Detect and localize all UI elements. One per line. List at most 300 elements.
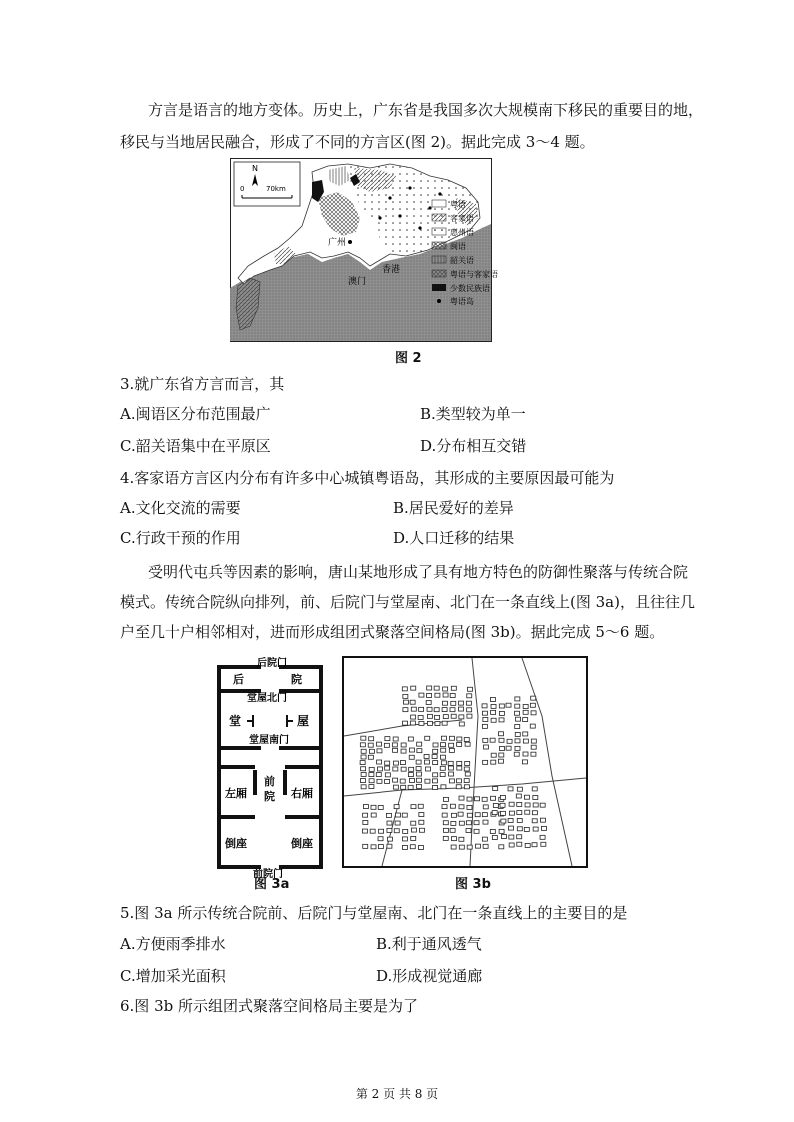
house: [417, 742, 422, 746]
house: [360, 779, 365, 783]
legend-yue: 粤语: [450, 200, 466, 209]
house: [402, 813, 407, 817]
house: [378, 805, 383, 809]
intro2-line-2: 模式。传统合院纵向排列，前、后院门与堂屋南、北门在一条直线上(图 3a)，且往往几: [120, 593, 695, 611]
house: [393, 737, 398, 741]
house: [517, 842, 522, 846]
house: [533, 795, 538, 799]
house: [369, 749, 374, 753]
house: [467, 797, 472, 801]
house: [506, 746, 511, 750]
page-footer: 第 2 页 共 8 页: [355, 1087, 439, 1101]
house: [490, 829, 495, 833]
house: [482, 813, 487, 817]
house: [491, 710, 496, 714]
house: [411, 821, 416, 825]
house: [493, 787, 498, 791]
house: [515, 739, 520, 743]
label-hall-2: 屋: [297, 714, 310, 728]
house: [416, 760, 421, 764]
house: [464, 767, 469, 771]
house: [385, 766, 390, 770]
house: [409, 755, 414, 759]
house: [491, 760, 496, 764]
legend-yue-hakka: 粤语与客家语: [450, 270, 498, 279]
house: [451, 821, 456, 825]
house: [394, 829, 399, 833]
house: [459, 701, 464, 705]
house: [419, 820, 424, 824]
house: [377, 760, 382, 764]
house: [419, 828, 424, 832]
house: [411, 715, 416, 719]
q4-option-d: D.人口迁移的结果: [393, 529, 515, 547]
house: [515, 732, 520, 736]
house: [408, 785, 413, 789]
house: [451, 686, 456, 690]
house: [402, 837, 407, 841]
house: [387, 821, 392, 825]
house: [411, 707, 416, 711]
house: [524, 827, 529, 831]
house: [483, 738, 488, 742]
house: [459, 715, 464, 719]
house: [492, 835, 497, 839]
house: [459, 845, 464, 849]
q5-option-b: B.利于通风透气: [376, 935, 482, 953]
house: [385, 779, 390, 783]
house: [441, 748, 446, 752]
house: [433, 761, 438, 765]
house: [491, 718, 496, 722]
house: [363, 820, 368, 824]
house: [499, 829, 504, 833]
house: [411, 828, 416, 832]
house: [507, 739, 512, 743]
house: [474, 821, 479, 825]
label-front-yard-1: 前: [264, 775, 275, 788]
house: [408, 773, 413, 777]
house: [441, 761, 446, 765]
q3-option-c: C.韶关语集中在平原区: [120, 437, 271, 455]
house: [432, 755, 437, 759]
house: [360, 761, 365, 765]
house: [368, 743, 373, 747]
house: [459, 805, 464, 809]
house: [483, 805, 488, 809]
house: [509, 811, 514, 815]
house: [515, 697, 520, 701]
house: [530, 703, 535, 707]
house: [466, 829, 471, 833]
house: [427, 693, 432, 697]
legend-minority: 少数民族语: [450, 284, 490, 293]
house: [379, 829, 384, 833]
house: [451, 714, 456, 718]
house: [492, 811, 497, 815]
house: [410, 721, 415, 725]
q4-stem: 4.客家语方言区内分布有许多中心城镇粤语岛，其形成的主要原因最可能为: [120, 469, 615, 487]
house: [387, 828, 392, 832]
house: [433, 785, 438, 789]
house: [443, 828, 448, 832]
house: [540, 835, 545, 839]
house: [500, 803, 505, 807]
house: [525, 810, 530, 814]
house: [363, 844, 368, 848]
house: [377, 742, 382, 746]
house: [361, 749, 366, 753]
house: [387, 844, 392, 848]
house: [385, 773, 390, 777]
house: [393, 778, 398, 782]
house: [435, 715, 440, 719]
house: [369, 779, 374, 783]
house: [483, 745, 488, 749]
house: [443, 821, 448, 825]
label-back-yard-1: 后: [233, 673, 244, 686]
house: [508, 787, 513, 791]
house: [433, 749, 438, 753]
house: [465, 761, 470, 765]
house: [467, 845, 472, 849]
figure-2-caption: 图 2: [395, 351, 422, 366]
house: [401, 785, 406, 789]
house: [450, 708, 455, 712]
house: [532, 787, 537, 791]
house: [370, 829, 375, 833]
house: [541, 842, 546, 846]
house: [450, 693, 455, 697]
house: [368, 755, 373, 759]
house: [403, 721, 408, 725]
house: [493, 803, 498, 807]
house: [416, 778, 421, 782]
house: [371, 805, 376, 809]
house: [523, 718, 528, 722]
house: [442, 721, 447, 725]
house: [467, 805, 472, 809]
label-dao-zuo-left: 倒座: [225, 837, 247, 850]
q4-option-a: A.文化交流的需要: [120, 499, 241, 517]
house: [532, 811, 537, 815]
house: [514, 752, 519, 756]
house: [498, 759, 503, 763]
house: [517, 811, 522, 815]
house: [403, 829, 408, 833]
house: [401, 743, 406, 747]
house: [442, 805, 447, 809]
house: [501, 819, 506, 823]
house: [458, 707, 463, 711]
house: [409, 767, 414, 771]
house: [482, 704, 487, 708]
house: [541, 826, 546, 830]
house: [403, 700, 408, 704]
intro-line-1: 方言是语言的地方变体。历史上，广东省是我国多次大规模南下移民的重要目的地，: [148, 101, 704, 119]
house: [369, 785, 374, 789]
label-hall-1: 堂: [229, 714, 242, 728]
house: [531, 752, 536, 756]
house: [467, 694, 472, 698]
house: [475, 797, 480, 801]
q5-option-d: D.形成视觉通廊: [376, 967, 483, 985]
house: [482, 724, 487, 728]
house: [457, 737, 462, 741]
house: [499, 738, 504, 742]
house: [360, 743, 365, 747]
house: [531, 696, 536, 700]
house: [450, 804, 455, 808]
house: [442, 708, 447, 712]
house: [363, 813, 368, 817]
house: [449, 743, 454, 747]
house: [362, 829, 367, 833]
house: [523, 710, 528, 714]
q5-stem: 5.图 3a 所示传统合院前、后院门与堂屋南、北门在一条直线上的主要目的是: [120, 904, 628, 922]
house: [443, 797, 448, 801]
house: [410, 700, 415, 704]
house: [369, 767, 374, 771]
guangzhou-label: 广州: [328, 238, 347, 248]
intro-line-2: 移民与当地居民融合，形成了不同的方言区(图 2)。据此完成 3～4 题。: [120, 133, 595, 151]
house: [459, 837, 464, 841]
house: [427, 707, 432, 711]
label-left-wing: 左厢: [225, 787, 247, 800]
house: [525, 843, 530, 847]
house: [395, 813, 400, 817]
figure-3b-caption: 图 3b: [455, 877, 491, 892]
house: [440, 773, 445, 777]
house: [467, 687, 472, 691]
house: [376, 773, 381, 777]
house: [540, 803, 545, 807]
house: [475, 844, 480, 848]
house: [377, 749, 382, 753]
house: [443, 687, 448, 691]
house: [448, 766, 453, 770]
house: [411, 836, 416, 840]
house: [442, 701, 447, 705]
house: [393, 767, 398, 771]
figure-3a-caption: 图 3a: [254, 877, 290, 892]
house: [509, 843, 514, 847]
house: [361, 772, 366, 776]
house: [482, 797, 487, 801]
house: [514, 711, 519, 715]
house: [530, 724, 535, 728]
q5-option-a: A.方便雨季排水: [120, 935, 226, 953]
house: [435, 722, 440, 726]
house: [457, 761, 462, 765]
house: [451, 813, 456, 817]
house: [386, 813, 391, 817]
house: [411, 805, 416, 809]
house: [499, 753, 504, 757]
scale-label: 70km: [266, 185, 286, 193]
house: [425, 736, 430, 740]
house: [515, 725, 520, 729]
house: [517, 802, 522, 806]
house: [467, 714, 472, 718]
house: [482, 837, 487, 841]
house: [483, 844, 488, 848]
house: [402, 687, 407, 691]
house: [456, 785, 461, 789]
house: [464, 737, 469, 741]
house: [440, 755, 445, 759]
house: [378, 837, 383, 841]
house: [441, 736, 446, 740]
q3-stem: 3.就广东省方言而言，其: [120, 375, 285, 393]
label-back-yard-2: 院: [291, 673, 302, 686]
figure-2-map: [230, 158, 498, 342]
house: [533, 803, 538, 807]
house: [483, 760, 488, 764]
house: [440, 766, 445, 770]
label-front-gate: 前院门: [253, 869, 283, 880]
house: [515, 704, 520, 708]
house: [393, 761, 398, 765]
legend-yue-island: 粤语岛: [450, 297, 474, 306]
q3-option-b: B.类型较为单一: [420, 405, 526, 423]
house: [409, 778, 414, 782]
house: [499, 845, 504, 849]
house: [522, 760, 527, 764]
house: [517, 787, 522, 791]
house: [491, 753, 496, 757]
label-right-wing: 右厢: [291, 787, 313, 800]
house: [416, 767, 421, 771]
house: [508, 818, 513, 822]
house: [418, 804, 423, 808]
house: [435, 693, 440, 697]
house: [427, 686, 432, 690]
house: [411, 686, 416, 690]
house: [419, 693, 424, 697]
house: [516, 794, 521, 798]
house: [408, 737, 413, 741]
house: [482, 711, 487, 715]
q4-option-b: B.居民爱好的差异: [393, 499, 514, 517]
house: [384, 743, 389, 747]
house: [499, 711, 504, 715]
house: [417, 749, 422, 753]
label-back-gate: 后院门: [257, 658, 287, 669]
house: [425, 779, 430, 783]
house: [393, 785, 398, 789]
house: [424, 760, 429, 764]
house: [523, 704, 528, 708]
house: [361, 736, 366, 740]
label-dao-zuo-right: 倒座: [291, 837, 313, 850]
house: [361, 767, 366, 771]
house: [425, 767, 430, 771]
house: [517, 835, 522, 839]
house: [392, 743, 397, 747]
figure-3a-courtyard-plan: [205, 655, 335, 887]
house: [457, 742, 462, 746]
house: [395, 821, 400, 825]
house: [427, 714, 432, 718]
house: [443, 836, 448, 840]
house: [531, 739, 536, 743]
q3-option-d: D.分布相互交错: [420, 437, 527, 455]
q4-option-c: C.行政干预的作用: [120, 529, 241, 547]
legend-min: 闽语: [450, 242, 466, 251]
house: [532, 843, 537, 847]
intro2-line-1: 受明代屯兵等因素的影响，唐山某地形成了具有地方特色的防御性聚落与传统合院: [148, 563, 689, 581]
house: [393, 748, 398, 752]
house: [394, 805, 399, 809]
q3-option-a: A.闽语区分布范围最广: [120, 405, 271, 423]
house: [450, 828, 455, 832]
house: [525, 803, 530, 807]
house: [361, 785, 366, 789]
house: [409, 748, 414, 752]
house: [465, 742, 470, 746]
house: [416, 772, 421, 776]
house: [508, 826, 513, 830]
q6-stem: 6.图 3b 所示组团式聚落空间格局主要是为了: [120, 997, 418, 1015]
house: [464, 785, 469, 789]
house: [419, 813, 424, 817]
house: [474, 829, 479, 833]
house: [385, 737, 390, 741]
house: [467, 813, 472, 817]
legend-hakka: 客家语: [450, 214, 474, 223]
house: [451, 845, 456, 849]
house: [440, 743, 445, 747]
house: [500, 811, 505, 815]
house: [532, 819, 537, 823]
house: [449, 748, 454, 752]
house: [491, 704, 496, 708]
house: [424, 754, 429, 758]
house: [531, 711, 536, 715]
house: [363, 805, 368, 809]
house: [419, 721, 424, 725]
legend-huizhou: 惠州语: [450, 228, 474, 237]
house: [385, 761, 390, 765]
house: [433, 773, 438, 777]
label-hall-north-door: 堂屋北门: [247, 693, 287, 704]
house: [483, 820, 488, 824]
house: [459, 821, 464, 825]
hongkong-label: 香港: [382, 265, 401, 275]
house: [506, 703, 511, 707]
house: [403, 694, 408, 698]
house: [491, 796, 496, 800]
house: [369, 737, 374, 741]
house: [441, 785, 446, 789]
house: [418, 715, 423, 719]
house: [418, 845, 423, 849]
map-inset: [234, 162, 300, 206]
house: [442, 813, 447, 817]
house: [490, 738, 495, 742]
house: [400, 761, 405, 765]
house: [449, 779, 454, 783]
house: [499, 718, 504, 722]
house: [371, 845, 376, 849]
house: [451, 837, 456, 841]
house: [499, 704, 504, 708]
house: [523, 732, 528, 736]
house: [377, 767, 382, 771]
house: [371, 813, 376, 817]
house: [464, 779, 469, 783]
